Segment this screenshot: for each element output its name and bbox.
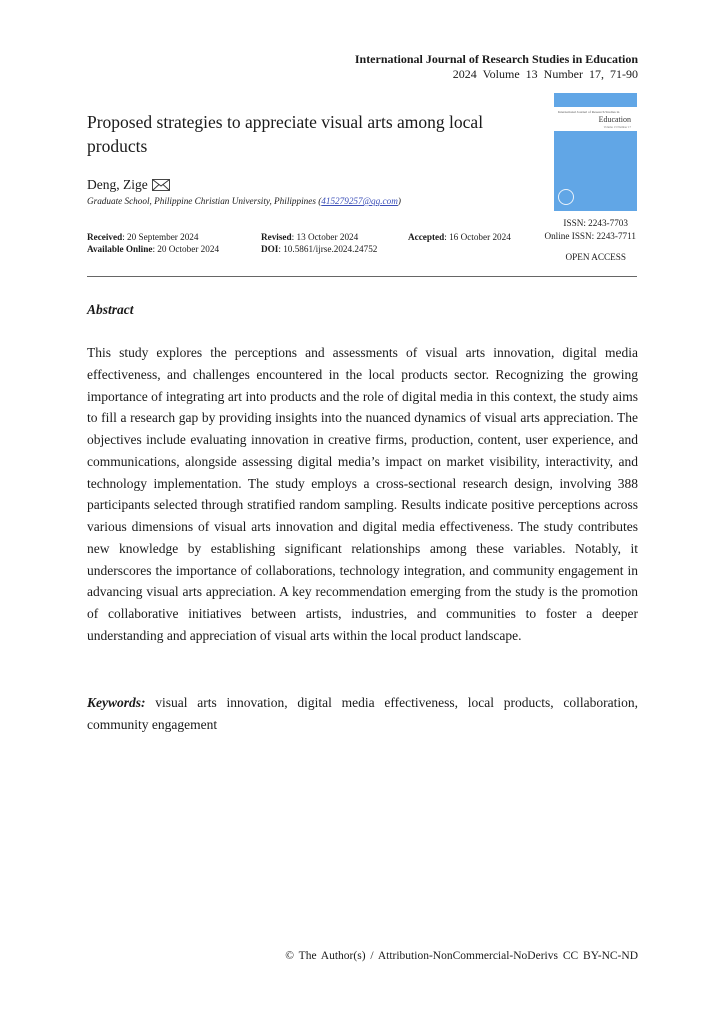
abstract-body: This study explores the perceptions and assessments of visual arts innovation, digital media effectiveness, and challenges encountered in the local products sector. Recognizing the growing importance of integrating art into products and the role of digital media in this context, the study aims to fill a research gap by providing insights into the nuanced dynamics of visual arts appreciation. The objectives include evaluating innovation in creative firms, production, content, user experience, and communications, alongside assessing digital media’s impact on market visibility, interactivity, and technology implementation. The study employs a cross-sectional research design, involving 388 participants selected through stratified random sampling. Results indicate positive perceptions across various dimensions of visual arts innovation and digital media effectiveness. The study contributes new knowledge by establishing significant relationships among these variables. Notably, it underscores the importance of collaborations, technology integration, and community engagement in advancing visual arts appreciation. A key recommendation emerging from the study is the promotion of collaborative initiatives between artists, industries, and communities to foster a deeper understanding and appreciation of visual arts within the local product landscape.: [87, 345, 638, 643]
article-title: Proposed strategies to appreciate visual arts among local products: [87, 112, 484, 156]
available-online-date: Available Online: 20 October 2024: [87, 244, 220, 254]
author-name: Deng, Zige: [87, 177, 148, 192]
issn-print: ISSN: 2243-7703: [563, 218, 628, 228]
keywords-text: visual arts innovation, digital media effectiveness, local products, collaboration, community engagement: [87, 695, 638, 732]
mail-icon[interactable]: [152, 179, 170, 191]
author-line: [87, 177, 170, 193]
cover-title-band: [554, 107, 637, 131]
header-divider: [87, 276, 637, 277]
received-date: Received: 20 September 2024: [87, 232, 199, 242]
keywords-label: Keywords:: [87, 695, 146, 710]
revised-date: Revised: 13 October 2024: [261, 232, 359, 242]
issn-online: Online ISSN: 2243-7711: [544, 231, 636, 241]
affiliation: Graduate School, Philippine Christian University, Philippines (415279257@qq.com): [87, 196, 401, 206]
journal-name: International Journal of Research Studies in Education: [354, 52, 638, 66]
abstract-heading: Abstract: [87, 302, 134, 317]
license-footer: © The Author(s) / Attribution-NonCommercial-NoDerivs CC BY-NC-ND: [285, 950, 638, 962]
cover-top-band: [554, 93, 637, 107]
keywords: [87, 692, 638, 736]
doi: DOI: 10.5861/ijrse.2024.24752: [261, 244, 378, 254]
accepted-date: Accepted: 16 October 2024: [408, 232, 511, 242]
journal-cover-image: [554, 93, 637, 211]
cover-journal-small: International Journal of Research Studies in: [558, 110, 620, 114]
cover-journal-big: Education: [598, 115, 631, 124]
author-email-link[interactable]: 415279257@qq.com: [321, 196, 398, 206]
open-access-label: OPEN ACCESS: [565, 252, 626, 262]
cover-issue-small: Volume 13 Number 17: [603, 125, 631, 129]
cover-seal-icon: [558, 189, 574, 205]
journal-issue: 2024 Volume 13 Number 17, 71-90: [452, 67, 638, 81]
